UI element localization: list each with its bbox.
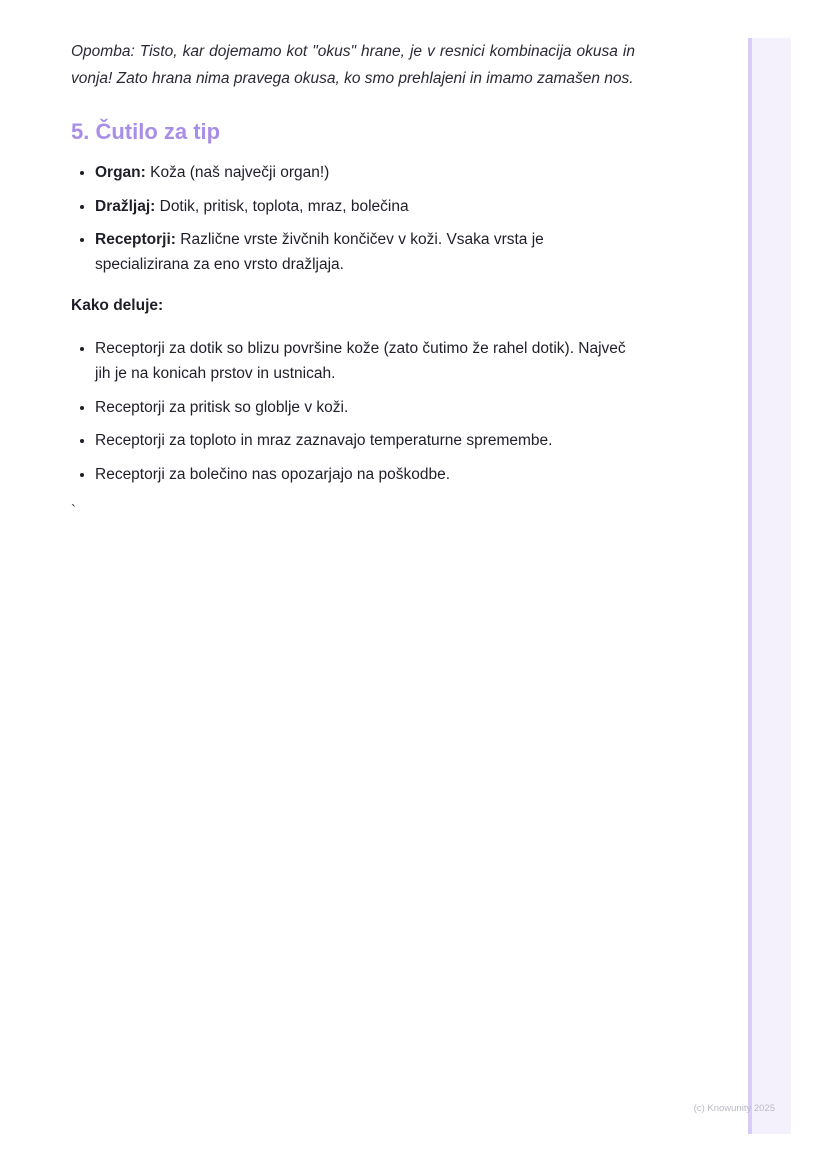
note-paragraph: Opomba: Tisto, kar dojemamo kot "okus" hrane, je v resnici kombinacija okusa in vonja! Zato hrana nima pravega okusa, ko smo prehlajeni in imamo zamašen nos. xyxy=(71,43,635,87)
how-it-works-heading: Kako deluje: xyxy=(71,297,164,314)
fact-text: Različne vrste živčnih končičev v koži. Vsaka vrsta je specializirana za eno vrsto dražljaja. xyxy=(95,231,544,273)
list-item xyxy=(95,194,635,219)
facts-list xyxy=(71,160,635,277)
fact-text: Koža (naš največji organ!) xyxy=(145,164,330,181)
list-item: • Receptorji za dotik so blizu površine kože (zato čutimo že rahel dotik). Največ jih je na konicah prstov in ustnicah. xyxy=(95,336,635,386)
how-it-works-list xyxy=(71,336,635,487)
list-item: • Receptorji za pritisk so globlje v koži. xyxy=(95,395,635,420)
side-panel xyxy=(748,38,791,1134)
list-item xyxy=(95,160,635,185)
copyright-footer: (c) Knowunity 2025 xyxy=(693,1103,775,1114)
fact-label: Receptorji: xyxy=(95,231,176,248)
list-item xyxy=(95,227,635,277)
trailing-mark: ` xyxy=(71,501,76,519)
fact-text: Dotik, pritisk, toplota, mraz, bolečina xyxy=(155,197,409,215)
fact-label: Organ: xyxy=(95,164,146,181)
list-item: • Receptorji za toploto in mraz zaznavajo temperaturne spremembe. xyxy=(95,428,635,453)
list-item: • Receptorji za bolečino nas opozarjajo na poškodbe. xyxy=(95,462,635,487)
document-content xyxy=(71,38,635,521)
fact-label: Dražljaj: xyxy=(95,197,156,215)
section-title: 5. Čutilo za tip xyxy=(71,119,221,144)
